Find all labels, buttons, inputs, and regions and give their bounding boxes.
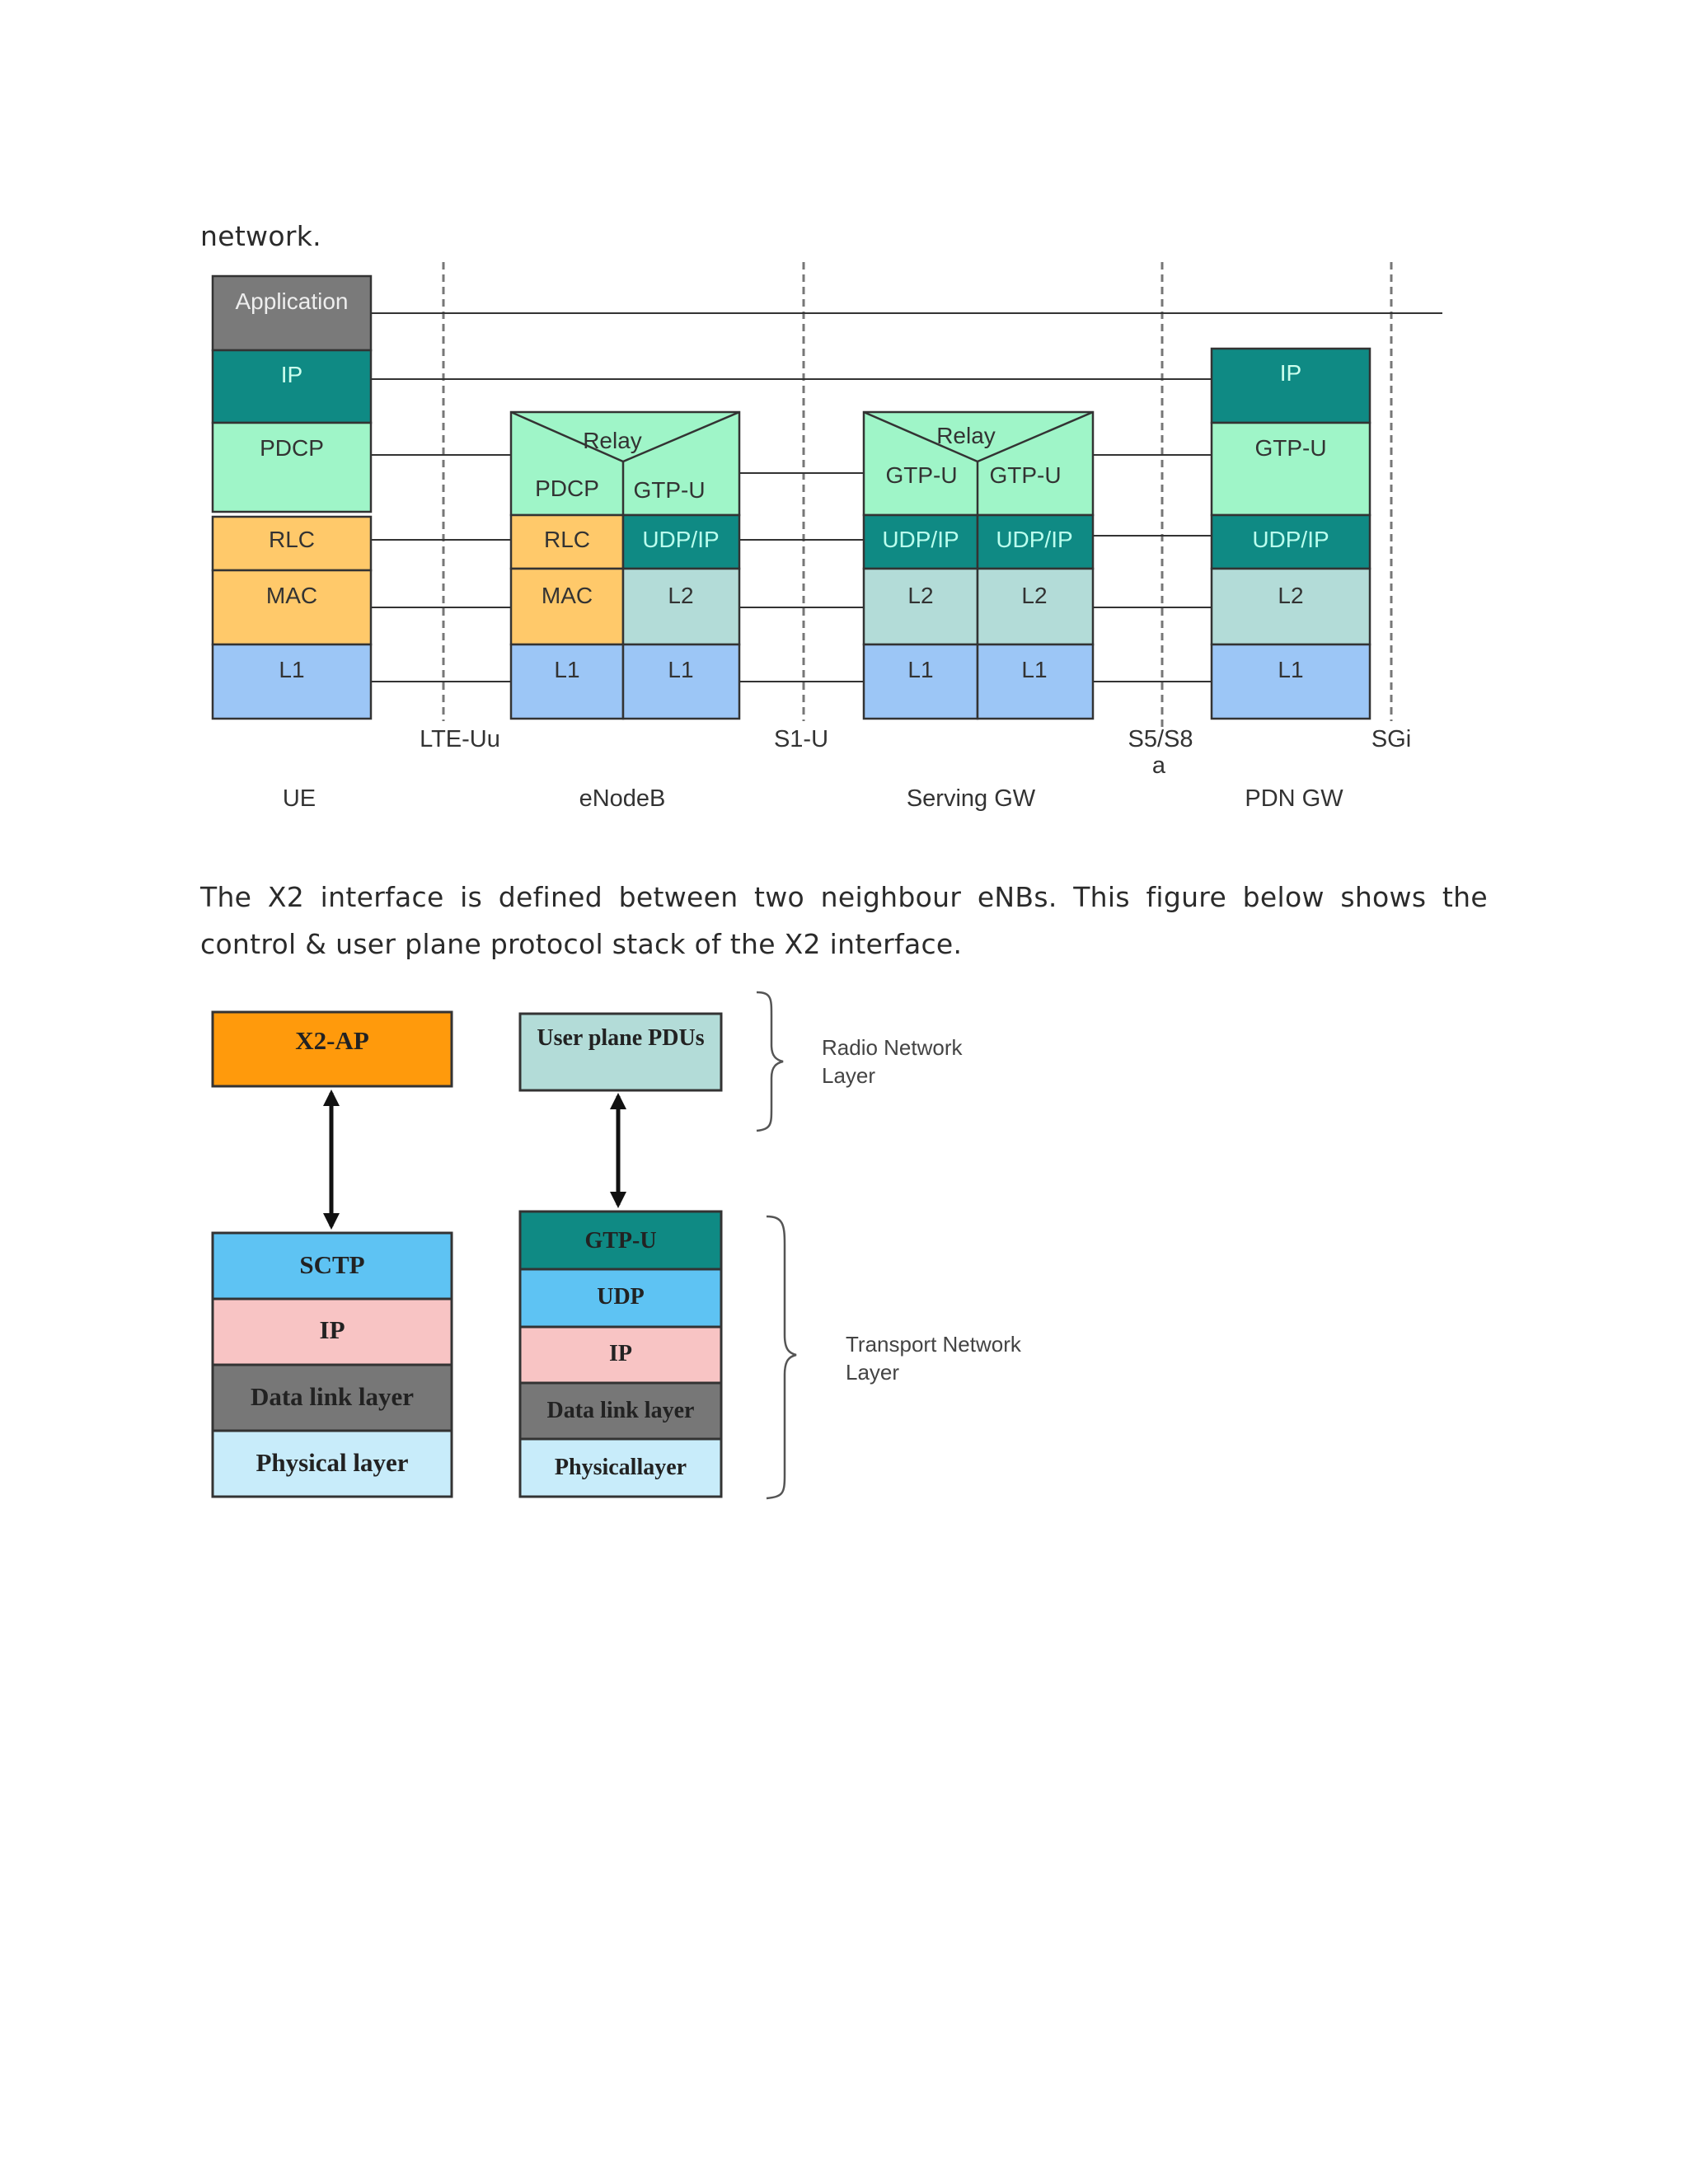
node-label-enodeb: eNodeB [579, 785, 666, 812]
pgw-l2-label: L2 [1278, 583, 1304, 608]
transport-network-layer-label-2: Layer [846, 1360, 900, 1385]
enodeb-l1-left-label: L1 [554, 657, 580, 682]
enodeb-rlc-label: RLC [543, 527, 591, 552]
user-plane-pdus-label: User plane PDUs [537, 1025, 705, 1051]
ue-rlc-label: RLC [268, 527, 316, 552]
sctp-label: SCTP [299, 1250, 365, 1279]
gtpu-label: GTP-U [584, 1228, 657, 1254]
pgw-ip-label: IP [1279, 360, 1302, 386]
node-label-serving-gw: Serving GW [906, 785, 1036, 812]
radio-network-layer-label-1: Radio Network [822, 1035, 963, 1060]
control-physical-label: Physical layer [256, 1448, 409, 1477]
ue-stack [213, 276, 371, 719]
pgw-gtpu-label: GTP-U [1254, 435, 1327, 461]
interface-label-s5-s8-suffix: a [1151, 752, 1166, 779]
sgw-udpip-left-label: UDP/IP [882, 527, 959, 552]
ue-ip-label: IP [280, 362, 303, 387]
user-ip-label: IP [609, 1341, 632, 1366]
sgw-l1-left-label: L1 [907, 657, 934, 682]
interface-label-s1-u: S1-U [773, 726, 829, 752]
sgw-gtpu-left-label: GTP-U [885, 462, 958, 488]
serving-gw-stack [864, 412, 1093, 719]
ue-application-label: Application [235, 288, 349, 314]
radio-network-layer-label-2: Layer [822, 1063, 876, 1088]
sgw-l2-right-label: L2 [1021, 583, 1048, 608]
enodeb-gtpu-label: GTP-U [633, 477, 706, 503]
radio-network-layer-brace [757, 992, 783, 1131]
interface-label-lte-uu: LTE-Uu [420, 726, 500, 752]
enodeb-mac-label: MAC [541, 583, 593, 608]
enodeb-stack [511, 412, 739, 719]
ue-l1-label: L1 [279, 657, 305, 682]
control-ip-label: IP [319, 1315, 345, 1344]
enodeb-udpip-label: UDP/IP [642, 527, 720, 552]
udp-label: UDP [597, 1284, 645, 1310]
enodeb-pdcp-label: PDCP [535, 476, 599, 501]
node-label-ue: UE [282, 785, 316, 812]
enodeb-l2-label: L2 [668, 583, 694, 608]
enodeb-l1-right-label: L1 [668, 657, 694, 682]
user-physical-label: Physicallayer [554, 1455, 687, 1480]
control-data-link-label: Data link layer [250, 1382, 415, 1411]
transport-network-layer-label-1: Transport Network [846, 1332, 1021, 1357]
x2-user-plane-stack [520, 1014, 721, 1497]
text-network: network. [200, 220, 321, 252]
x2-interface-protocol-stack-diagram [0, 972, 1688, 1508]
sgw-udpip-right-label: UDP/IP [996, 527, 1073, 552]
interface-label-sgi: SGi [1371, 726, 1412, 752]
enodeb-relay-label: Relay [583, 428, 642, 453]
sgw-relay-label: Relay [936, 423, 996, 448]
sgw-l1-right-label: L1 [1021, 657, 1048, 682]
x2ap-label: X2-AP [295, 1026, 369, 1055]
text-x2-paragraph: The X2 interface is defined between two neighbour eNBs. This figure below shows the control & user plane protocol stack of the X2 interface. [200, 881, 1488, 960]
sgw-l2-left-label: L2 [907, 583, 934, 608]
ue-mac-label: MAC [265, 583, 318, 608]
transport-network-layer-brace [767, 1216, 796, 1498]
user-plane-protocol-stack-diagram [0, 0, 1688, 824]
user-data-link-label: Data link layer [546, 1398, 695, 1423]
pgw-udpip-label: UDP/IP [1252, 527, 1329, 552]
interface-label-s5-s8: S5/S8 [1128, 726, 1193, 752]
pgw-l1-label: L1 [1278, 657, 1304, 682]
ue-pdcp-label: PDCP [260, 435, 324, 461]
node-label-pdn-gw: PDN GW [1245, 785, 1343, 812]
sgw-gtpu-right-label: GTP-U [989, 462, 1062, 488]
